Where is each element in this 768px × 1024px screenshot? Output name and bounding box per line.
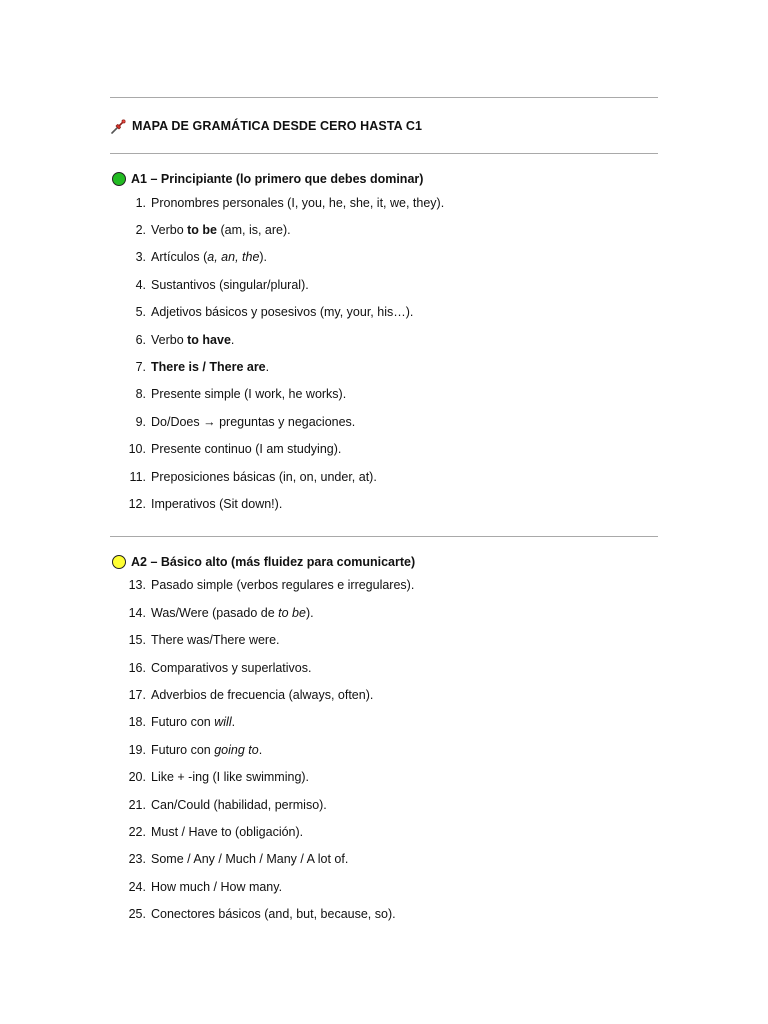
divider — [110, 153, 658, 154]
list-item-text — [151, 770, 309, 784]
list-item-text — [151, 497, 282, 511]
list-item-number: 12. — [128, 496, 146, 511]
text-segment: ). — [305, 605, 314, 620]
list-item-number: 24. — [128, 879, 146, 894]
list-item-text — [151, 415, 355, 429]
list-item — [110, 791, 658, 818]
list-item-number: 22. — [128, 824, 146, 839]
list-item-number: 7. — [135, 360, 146, 375]
text-segment: Pasado simple (verbos regulares e irregulares). — [151, 578, 415, 593]
list-item — [110, 216, 658, 243]
bold-text: There is / There are — [151, 360, 266, 375]
list-item — [110, 681, 658, 708]
text-segment: Do/Does → preguntas y negaciones. — [151, 414, 356, 429]
list-item-text — [151, 743, 262, 757]
yellow-circle-icon — [112, 555, 126, 569]
text-segment: Was/Were (pasado de — [151, 605, 279, 620]
list-item — [110, 299, 658, 326]
list-item-text — [151, 333, 234, 347]
list-item — [110, 490, 658, 517]
list-item-text — [151, 633, 280, 647]
text-segment: (am, is, are). — [217, 223, 291, 238]
italic-text: a, an, the — [207, 250, 260, 265]
bold-text: to have — [187, 332, 231, 347]
list-item-number: 15. — [128, 633, 146, 648]
section-heading-1 — [110, 169, 658, 189]
list-item-number: 25. — [128, 907, 146, 922]
green-circle-icon — [112, 172, 126, 186]
text-segment: . — [258, 742, 263, 757]
list-item-number: 17. — [128, 687, 146, 702]
list-item — [110, 408, 658, 435]
italic-text: going to — [214, 742, 259, 757]
list-item-text — [151, 196, 444, 210]
text-segment: Comparativos y superlativos. — [151, 660, 312, 675]
text-segment: Like + -ing (I like swimming). — [151, 770, 310, 785]
list-item — [110, 900, 658, 927]
text-segment: Adverbios de frecuencia (always, often). — [151, 687, 374, 702]
document-page — [110, 97, 658, 928]
list-item — [110, 736, 658, 763]
text-segment: . — [230, 332, 235, 347]
grammar-list — [110, 572, 658, 928]
text-segment: Can/Could (habilidad, permiso). — [151, 797, 327, 812]
text-segment: There was/There were. — [151, 633, 280, 648]
section-heading-2 — [110, 552, 658, 572]
list-item-text — [151, 880, 282, 894]
grammar-list — [110, 189, 658, 518]
text-segment: Adjetivos básicos y posesivos (my, your, his…). — [151, 305, 414, 320]
list-item-text — [151, 825, 303, 839]
list-item — [110, 873, 658, 900]
text-segment: Presente simple (I work, he works). — [151, 387, 347, 402]
list-item — [110, 572, 658, 599]
section-heading-text: A2 – Básico alto (más fluidez para comunicarte) — [131, 554, 416, 569]
list-item-text — [151, 661, 311, 675]
list-item-number: 1. — [135, 195, 146, 210]
italic-text: to be — [278, 605, 306, 620]
list-item-number: 11. — [129, 469, 146, 484]
list-item-number: 14. — [128, 605, 146, 620]
text-segment: Conectores básicos (and, but, because, so). — [151, 907, 396, 922]
list-item-text — [151, 798, 327, 812]
italic-text: will — [214, 715, 232, 730]
list-item-text — [151, 387, 346, 401]
list-item — [110, 818, 658, 845]
list-item-text — [151, 907, 396, 921]
list-item-number: 19. — [128, 742, 146, 757]
list-item-number: 6. — [135, 332, 146, 347]
list-item — [110, 244, 658, 271]
list-item-text — [151, 852, 348, 866]
list-item-text — [151, 250, 267, 264]
list-item-text — [151, 715, 235, 729]
text-segment: Futuro con — [151, 742, 215, 757]
text-segment: Presente continuo (I am studying). — [151, 442, 342, 457]
list-item-number: 21. — [128, 797, 146, 812]
list-item — [110, 763, 658, 790]
text-segment: Preposiciones básicas (in, on, under, at). — [151, 469, 377, 484]
list-item-number: 9. — [135, 414, 146, 429]
list-item-number: 8. — [135, 387, 146, 402]
section-heading-text: A1 – Principiante (lo primero que debes dominar) — [131, 172, 424, 186]
text-segment: Pronombres personales (I, you, he, she, it, we, they). — [151, 195, 445, 210]
list-item — [110, 436, 658, 463]
divider — [110, 536, 658, 537]
list-item-text — [151, 578, 414, 592]
list-item-number: 23. — [128, 852, 146, 867]
list-item-text — [151, 360, 269, 374]
text-segment: Artículos ( — [151, 250, 208, 265]
list-item-number: 10. — [128, 442, 146, 457]
list-item — [110, 271, 658, 298]
list-item-number: 3. — [135, 250, 146, 265]
list-item-number: 13. — [128, 578, 146, 593]
document-title: MAPA DE GRAMÁTICA DESDE CERO HASTA C1 — [132, 118, 423, 133]
text-segment: . — [265, 360, 270, 375]
list-item — [110, 189, 658, 216]
text-segment: ). — [259, 250, 268, 265]
text-segment: Imperativos (Sit down!). — [151, 496, 283, 511]
text-segment: Some / Any / Much / Many / A lot of. — [151, 852, 349, 867]
list-item-text — [151, 278, 309, 292]
text-segment: Verbo — [151, 332, 188, 347]
list-item-text — [151, 688, 373, 702]
list-item — [110, 709, 658, 736]
list-item — [110, 326, 658, 353]
text-segment: How much / How many. — [151, 879, 283, 894]
list-item — [110, 463, 658, 490]
list-item-number: 2. — [135, 223, 146, 238]
list-item-number: 16. — [128, 660, 146, 675]
list-item — [110, 353, 658, 380]
pushpin-icon — [110, 117, 128, 135]
list-item-number: 18. — [128, 715, 146, 730]
list-item — [110, 599, 658, 626]
text-segment: Sustantivos (singular/plural). — [151, 277, 309, 292]
list-item-text — [151, 305, 413, 319]
list-item-text — [151, 470, 377, 484]
text-segment: Futuro con — [151, 715, 215, 730]
list-item — [110, 626, 658, 653]
list-item — [110, 846, 658, 873]
list-item-number: 4. — [135, 277, 146, 292]
list-item-number: 20. — [128, 770, 146, 785]
list-item — [110, 654, 658, 681]
document-title-row — [110, 98, 658, 153]
list-item — [110, 381, 658, 408]
list-item-number: 5. — [135, 305, 146, 320]
list-item-text — [151, 606, 314, 620]
text-segment: . — [231, 715, 236, 730]
list-item-text — [151, 442, 341, 456]
text-segment: Must / Have to (obligación). — [151, 824, 304, 839]
bold-text: to be — [187, 223, 217, 238]
list-item-text — [151, 223, 291, 237]
sections-container — [110, 169, 658, 928]
text-segment: Verbo — [151, 223, 188, 238]
